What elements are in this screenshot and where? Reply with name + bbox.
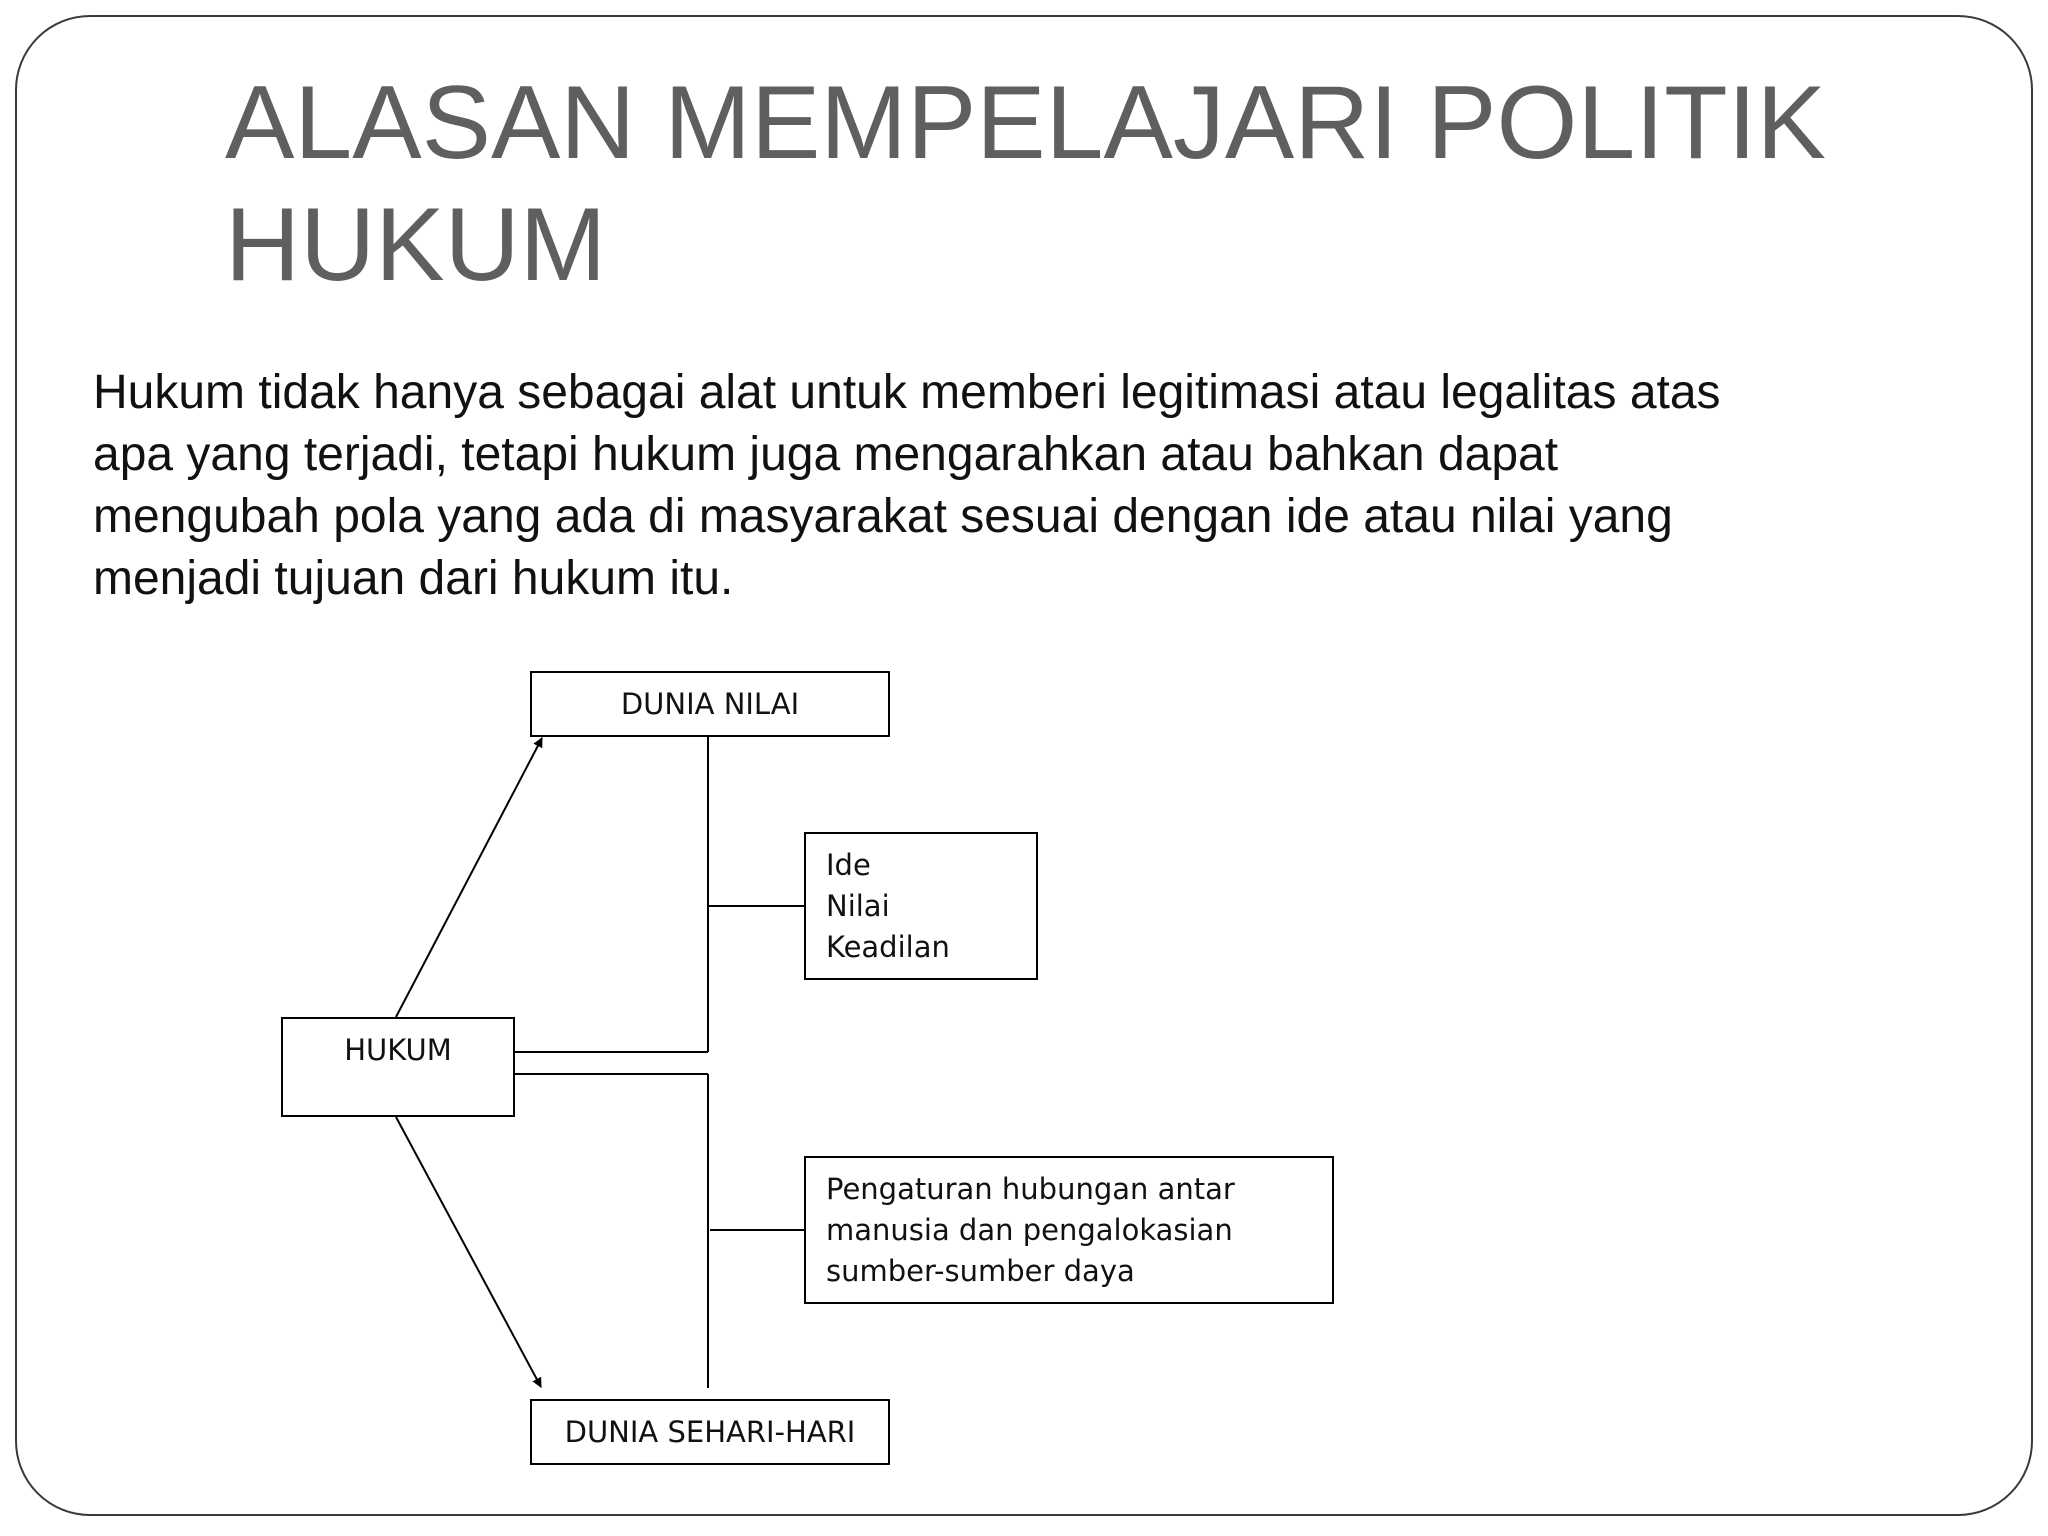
values-node — [805, 833, 1037, 979]
values-item-ide: Ide — [826, 848, 871, 882]
values-item-nilai: Nilai — [826, 889, 890, 923]
arrow-to-dunia-nilai — [396, 738, 542, 1017]
values-item-keadilan: Keadilan — [826, 930, 950, 964]
regulation-node — [805, 1157, 1333, 1303]
slide-body-text: Hukum tidak hanya sebagai alat untuk memberi legitimasi atau legalitas atas apa yang terjadi, tetapi hukum juga mengarahkan atau bahkan dapat mengubah pola yang ada di masyarakat sesuai dengan ide atau nilai yang menjadi tujuan dari hukum itu. — [93, 366, 1721, 605]
dunia-sehari-hari-label: DUNIA SEHARI-HARI — [564, 1415, 856, 1449]
regulation-line-3: sumber-sumber daya — [826, 1254, 1135, 1288]
hukum-node — [282, 1018, 514, 1116]
dunia-sehari-hari-node — [531, 1400, 889, 1464]
regulation-line-2: manusia dan pengalokasian — [826, 1213, 1233, 1247]
arrow-to-dunia-sehari-hari — [396, 1117, 541, 1387]
slide-title: ALASAN MEMPELAJARI POLITIK HUKUM — [225, 65, 1826, 303]
dunia-nilai-node — [531, 672, 889, 736]
regulation-line-1: Pengaturan hubungan antar — [826, 1172, 1235, 1206]
dunia-nilai-label: DUNIA NILAI — [620, 687, 800, 721]
hukum-label: HUKUM — [344, 1033, 452, 1067]
